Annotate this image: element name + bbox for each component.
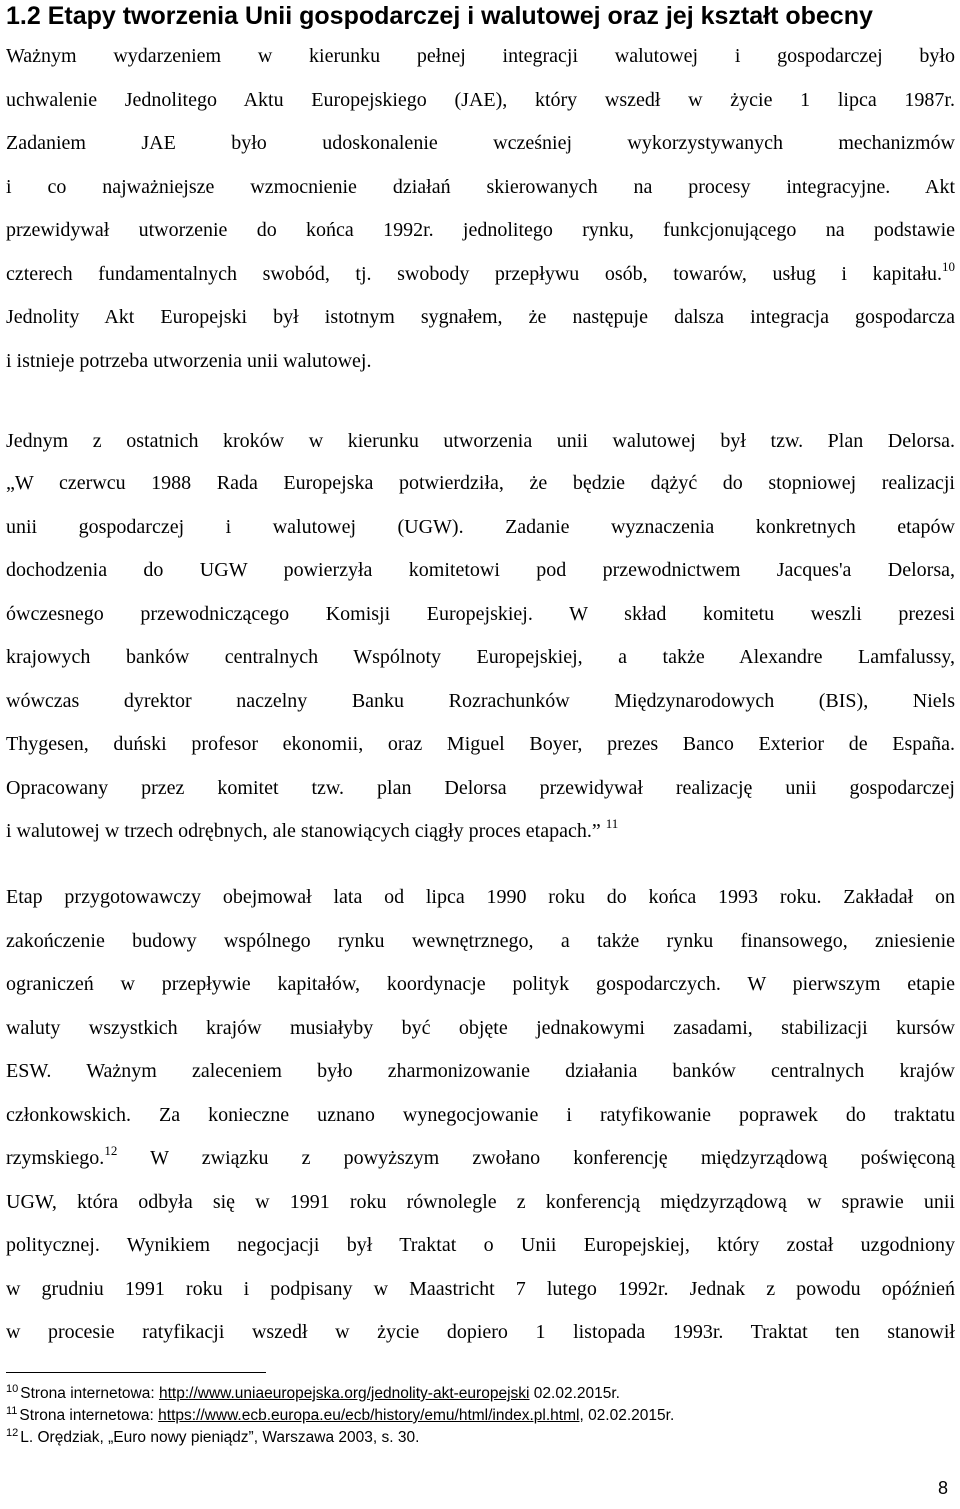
paragraph-line-text: czterech fundamentalnych swobód, tj. swobody przepływu osób, towarów, usług i kapitału. [6,262,942,285]
paragraph-delors-quote [6,462,955,854]
paragraph-line: w grudniu 1991 roku i podpisany w Maastricht 7 lutego 1992r. Jednak z powodu opóźnień [6,1277,955,1300]
footnote-ref[interactable]: 12 [104,1143,118,1158]
paragraph-line: UGW, która odbyła się w 1991 roku równolegle z konferencją międzyrządową w sprawie unii [6,1190,955,1213]
footnote-suffix: 02.02.2015r. [529,1385,620,1402]
paragraph-line: i istnieje potrzeba utworzenia unii walutowej. [6,349,372,372]
paragraph-line: przewidywał utworzenie do końca 1992r. jednolitego rynku, funkcjonującego na podstawie [6,219,955,241]
footnote-link[interactable]: https://www.ecb.europa.eu/ecb/history/emu/html/index.pl.html [158,1407,580,1424]
footnote-prefix: L. Orędziak, „Euro nowy pieniądz”, Warszawa 2003, s. 30. [20,1429,420,1446]
paragraph-line: ESW. Ważnym zaleceniem było zharmonizowanie działania banków centralnych krajów [6,1060,955,1082]
paragraph-line [6,1137,955,1181]
footnote-link[interactable]: http://www.uniaeuropejska.org/jednolity-akt-europejski [158,1385,530,1402]
paragraph-line: unii gospodarczej i walutowej (UGW). Zadanie wyznaczenia konkretnych etapów [6,515,955,538]
paragraph-line: waluty wszystkich krajów musiałyby być objęte jednakowymi zasadami, stabilizacji kursów [6,1016,955,1039]
footnote-item [6,1427,946,1449]
footnote-number: 11 [6,1405,18,1417]
footnote-prefix: Strona internetowa: [19,1407,159,1424]
paragraph-line: Jednolity Akt Europejski był istotnym sygnałem, że następuje dalsza integracja gospodarcza [6,306,955,328]
footnote-prefix: Strona internetowa: [20,1385,159,1402]
section-heading: 1.2 Etapy tworzenia Unii gospodarczej i walutowej oraz jej kształt obecny [6,2,873,30]
footnote-number: 10 [6,1383,19,1395]
paragraph-line-text: W związku z powyższym zwołano konferencję międzyrządową poświęconą [150,1147,956,1169]
footnote-separator [6,1372,266,1373]
paragraph-line: członkowskich. Za konieczne uznano wynegocjowanie i ratyfikowanie poprawek do traktatu [6,1103,955,1126]
paragraph-line: wówczas dyrektor naczelny Banku Rozrachunków Międzynarodowych (BIS), Niels [6,689,955,712]
paragraph-delors-intro [6,420,955,464]
paragraph-line: Thygesen, duński profesor ekonomii, oraz Miguel Boyer, prezes Banco Exterior de España. [6,733,955,755]
paragraph-line: krajowych banków centralnych Wspólnoty Europejskiej, a także Alexandre Lamfalussy, [6,646,955,668]
page-number: 8 [937,1478,948,1498]
paragraph-line: Opracowany przez komitet tzw. plan Delorsa przewidywał realizację unii gospodarczej [6,776,955,799]
paragraph-line: uchwalenie Jednolitego Aktu Europejskiego (JAE), który wszedł w życie 1 lipca 1987r. [6,88,955,111]
footnote-item [6,1405,946,1427]
paragraph-line: Zadaniem JAE było udoskonalenie wcześniej wykorzystywanych mechanizmów [6,132,955,154]
paragraph-line: Jednym z ostatnich kroków w kierunku utworzenia unii walutowej był tzw. Plan Delorsa. [6,430,955,452]
paragraph-line-text: i walutowej w trzech odrębnych, ale stanowiących ciągły proces etapach.” [6,820,601,842]
footnote-ref[interactable]: 10 [942,258,955,274]
paragraph-line: Etap przygotowawczy obejmował lata od lipca 1990 roku do końca 1993 roku. Zakładał on [6,886,955,908]
paragraph-line [6,253,955,297]
paragraph-line [6,810,955,854]
footnote-item [6,1383,946,1405]
paragraph-stages [6,876,955,1355]
paragraph-line: dochodzenia do UGW powierzyła komitetowi pod przewodnictwem Jacques'a Delorsa, [6,559,955,581]
paragraph-line-prefix: rzymskiego. [6,1147,105,1169]
paragraph-line: w procesie ratyfikacji wszedł w życie dopiero 1 listopada 1993r. Traktat ten stanowił [6,1321,955,1343]
paragraph-line: zakończenie budowy wspólnego rynku wewnętrznego, a także rynku finansowego, zniesienie [6,929,955,952]
paragraph-line: „W czerwcu 1988 Rada Europejska potwierdziła, że będzie dążyć do stopniowej realizacji [6,472,955,494]
paragraph-jae [6,35,955,383]
paragraph-line: Ważnym wydarzeniem w kierunku pełnej integracji walutowej i gospodarczej było [6,45,955,67]
paragraph-line: ówczesnego przewodniczącego Komisji Europejskiej. W skład komitetu weszli prezesi [6,602,955,625]
footnote-number: 12 [6,1427,19,1439]
footnote-ref[interactable]: 11 [605,816,619,831]
paragraph-line: politycznej. Wynikiem negocjacji był Traktat o Unii Europejskiej, który został uzgodniony [6,1234,955,1256]
footnote-suffix: , 02.02.2015r. [579,1407,675,1424]
footnotes [6,1383,946,1449]
paragraph-line: i co najważniejsze wzmocnienie działań skierowanych na procesy integracyjne. Akt [6,175,955,198]
paragraph-line: ograniczeń w przepływie kapitałów, koordynacje polityk gospodarczych. W pierwszym etapie [6,973,955,995]
